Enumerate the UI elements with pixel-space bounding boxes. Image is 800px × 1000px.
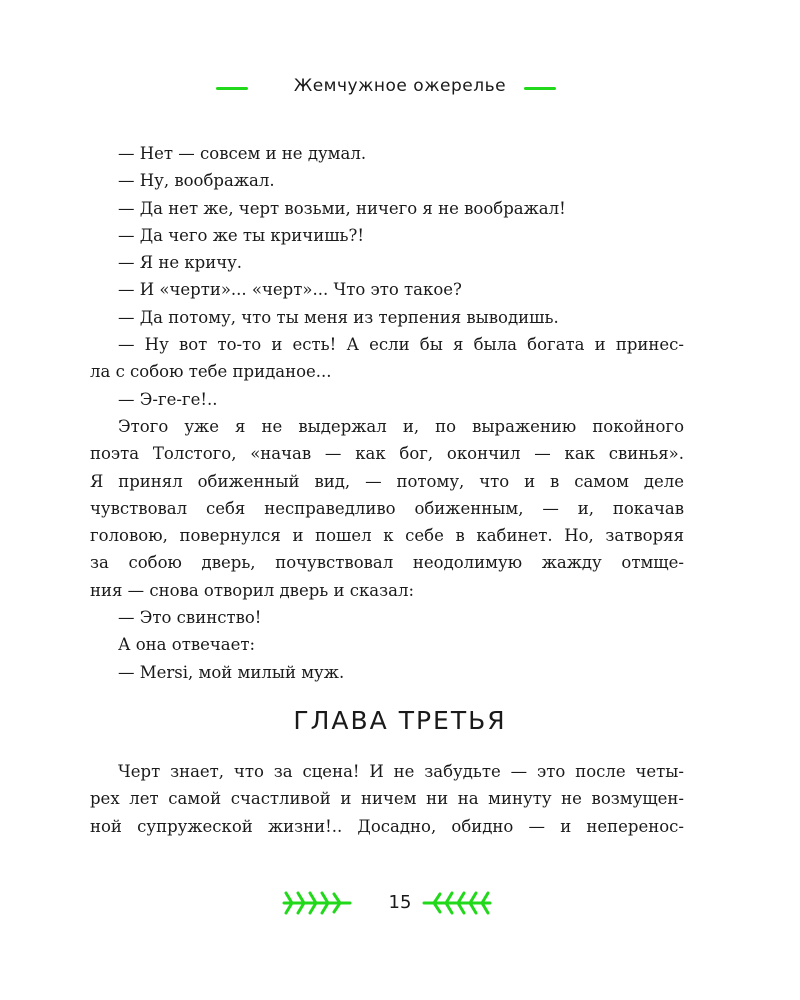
- text-line: Я принял обиженный вид, — потому, что и в самом деле: [90, 471, 684, 491]
- text-line: ной супружеской жизни!.. Досадно, обидно — и неперенос-: [90, 816, 684, 836]
- text-line: чувствовал себя несправедливо обиженным, — и, покачав: [90, 498, 684, 518]
- chapter-title: ГЛАВА ТРЕТЬЯ: [293, 706, 507, 735]
- text-line: — Ну вот то-то и есть! А если бы я была богата и принес-: [118, 335, 684, 355]
- text-line: — Нет — совсем и не думал.: [118, 144, 367, 163]
- text-line: А она отвечает:: [118, 635, 256, 655]
- text-line: — Ну, воображал.: [118, 171, 275, 191]
- text-line: головою, повернулся и пошел к себе в кабинет. Но, затворяя: [90, 526, 684, 546]
- page-number: 15: [388, 892, 412, 913]
- leaf-ornament-right-icon: [420, 888, 494, 918]
- text-line: — И «черти»... «черт»... Что это такое?: [118, 280, 462, 300]
- header-right-dash: [524, 87, 556, 90]
- text-line: — Да потому, что ты меня из терпения выводишь.: [118, 307, 559, 327]
- text-line: — Э-ге-ге!..: [118, 389, 218, 409]
- text-line: ния — снова отворил дверь и сказал:: [90, 580, 415, 600]
- text-line: — Я не кричу.: [118, 253, 243, 273]
- text-line: ла с собою тебе приданое...: [90, 362, 332, 382]
- text-line: — Да чего же ты кричишь?!: [118, 225, 365, 245]
- text-line: поэта Толстого, «начав — как бог, окончил — как свинья».: [90, 444, 684, 464]
- text-line: Этого уже я не выдержал и, по выражению покойного: [118, 416, 684, 436]
- text-line: за собою дверь, почувствовал неодолимую жажду отмще-: [90, 553, 684, 573]
- text-line: — Это свинство!: [118, 608, 262, 628]
- text-line: — Да нет же, черт возьми, ничего я не воображал!: [118, 198, 566, 218]
- text-line: — Mersi, мой милый муж.: [118, 662, 345, 682]
- running-header: [0, 74, 800, 104]
- text-line: рех лет самой счастливой и ничем ни на минуту не возмущен-: [90, 789, 684, 809]
- page-footer: [0, 886, 800, 920]
- chapter-text: [90, 758, 684, 840]
- body-text: [90, 140, 684, 686]
- text-line: Черт знает, что за сцена! И не забудьте — это после четы-: [118, 762, 684, 781]
- running-header-title: Жемчужное ожерелье: [293, 76, 507, 96]
